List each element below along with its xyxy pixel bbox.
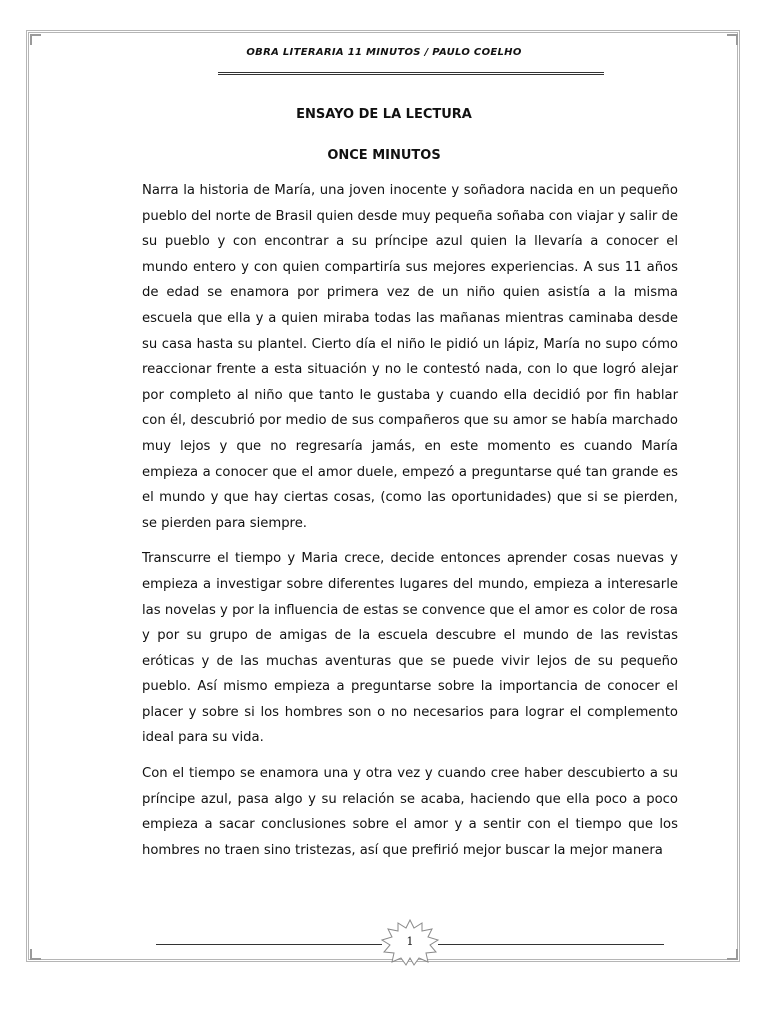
paragraph-1: Narra la historia de María, una joven inocente y soñadora nacida en un pequeño pueblo del norte de Brasil quien desde muy pequeña soñaba con viajar y salir de su pueblo y con encontrar a su príncipe azul quien la llevaría a conocer el mundo entero y con quien compartiría sus mejores experiencias. A sus 11 años de edad se enamora por primera vez de un niño quien asistía a la misma escuela que ella y a quien miraba todas las mañanas mientras caminaba desde su casa hasta su plantel. Cierto día el niño le pidió un lápiz, María no supo cómo reaccionar frente a esta situación y no le contestó nada, con lo que logró alejar por completo al niño que tanto le gustaba y cuando ella decidió por fin hablar con él, descubrió por medio de sus compañeros que su amor se había marchado muy lejos y que no regresaría jamás, en este momento es cuando María empieza a conocer que el amor duele, empezó a preguntarse qué tan grande es el mundo y que hay ciertas cosas, (como las oportunidades) que si se pierden, se pierden para siempre.: [142, 183, 678, 531]
footer-rule-right: [438, 944, 664, 945]
corner-ornament-bottom-right: [727, 949, 738, 960]
running-header: OBRA LITERARIA 11 MINUTOS / PAULO COELHO: [246, 47, 522, 58]
document-title: ENSAYO DE LA LECTURA: [296, 107, 472, 122]
footer-rule-left: [156, 944, 382, 945]
header-rule: [218, 72, 604, 75]
corner-ornament-top-left: [30, 34, 41, 45]
paragraph-3: Con el tiempo se enamora una y otra vez y cuando cree haber descubierto a su príncipe azul, pasa algo y su relación se acaba, haciendo que ella poco a poco empieza a sacar conclusiones sobre el amor y a sentir con el tiempo que los hombres no traen sino tristezas, así que prefirió mejor buscar la mejor manera: [142, 766, 678, 858]
essay-body: [142, 178, 678, 873]
paragraph-2: Transcurre el tiempo y Maria crece, decide entonces aprender cosas nuevas y empieza a investigar sobre diferentes lugares del mundo, empieza a interesarle las novelas y por la influencia de estas se convence que el amor es color de rosa y por su grupo de amigas de la escuela descubre el mundo de las revistas eróticas y de las muchas aventuras que se puede vivir lejos de su pequeño pueblo. Así mismo empieza a preguntarse sobre la importancia de conocer el placer y sobre si los hombres son o no necesarios para lograr el complemento ideal para su vida.: [142, 551, 678, 746]
page-number: 1: [406, 935, 414, 948]
document-subtitle: ONCE MINUTOS: [327, 148, 441, 163]
corner-ornament-top-right: [727, 34, 738, 45]
corner-ornament-bottom-left: [30, 949, 41, 960]
